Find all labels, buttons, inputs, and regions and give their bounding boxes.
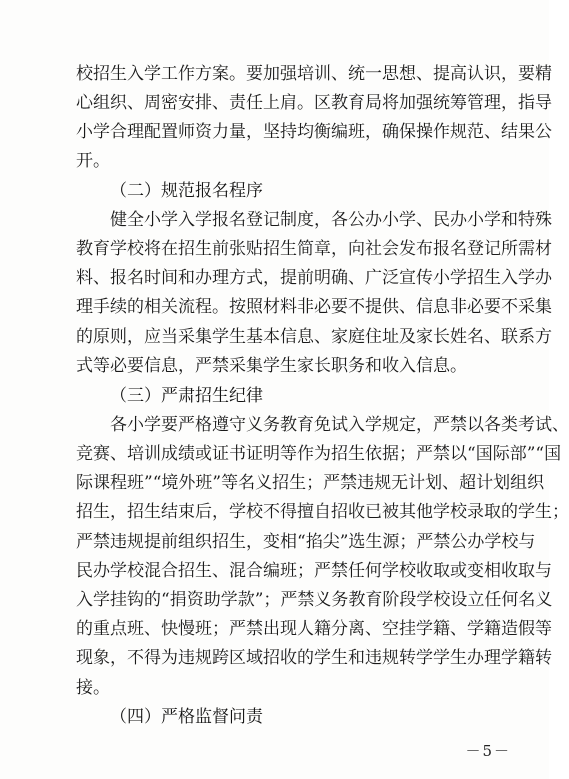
section-heading-3: （三）严肃招生纪律: [110, 385, 263, 406]
paragraph-3-line-9: 现象，不得为违规跨区域招收的学生和违规转学学生办理学籍转: [76, 648, 552, 669]
paragraph-3-line-7: 入学挂钩的“捐资助学款”；严禁义务教育阶段学校设立任何名义: [76, 590, 553, 611]
paragraph-1-line-1: 校招生入学工作方案。要加强培训、统一思想、提高认识，要精: [76, 64, 552, 84]
paragraph-3-line-6: 民办学校混合招生、混合编班；严禁任何学校收取或变相收取与: [76, 560, 552, 581]
page-number: －5－: [465, 742, 511, 760]
paragraph-2-line-1: 健全小学入学报名登记制度，各公办小学、民办小学和特殊: [110, 210, 552, 231]
paragraph-1-line-4: 开。: [76, 151, 110, 172]
paragraph-3-line-2: 竞赛、培训成绩或证书证明等作为招生依据；严禁以“国际部”“国: [76, 444, 562, 465]
paragraph-2-line-5: 的原则，应当采集学生基本信息、家庭住址及家长姓名、联系方: [76, 326, 552, 347]
paragraph-2-line-4: 理手续的相关流程。按照材料非必要不提供、信息非必要不采集: [76, 297, 552, 318]
section-heading-2: （二）规范报名程序: [110, 180, 263, 201]
paragraph-3-line-8: 的重点班、快慢班；严禁出现人籍分离、空挂学籍、学籍造假等: [76, 618, 552, 639]
paragraph-2-line-3: 料、报名时间和办理方式，提前明确、广泛宣传小学招生入学办: [76, 267, 552, 288]
paragraph-1-line-3: 小学合理配置师资力量，坚持均衡编班，确保操作规范、结果公: [76, 121, 552, 142]
paragraph-3-line-10: 接。: [76, 677, 110, 698]
paragraph-3-line-5: 严禁违规提前组织招生，变相“掐尖”选生源；严禁公办学校与: [76, 531, 536, 552]
section-heading-4: （四）严格监督问责: [110, 707, 263, 727]
paragraph-3-line-1: 各小学要严格遵守义务教育免试入学规定，严禁以各类考试、: [110, 414, 569, 435]
paragraph-3-line-3: 际课程班”“境外班”等名义招生；严禁违规无计划、超计划组织: [76, 472, 545, 493]
paragraph-1-line-2: 心组织、周密安排、责任上肩。区教育局将加强统筹管理，指导: [76, 93, 552, 114]
paragraph-2-line-2: 教育学校将在招生前张贴招生简章，向社会发布报名登记所需材: [76, 239, 552, 260]
paragraph-3-line-4: 招生，招生结束后，学校不得擅自招收已被其他学校录取的学生；: [76, 502, 569, 523]
paragraph-2-line-6: 式等必要信息，严禁采集学生家长职务和收入信息。: [76, 356, 467, 377]
